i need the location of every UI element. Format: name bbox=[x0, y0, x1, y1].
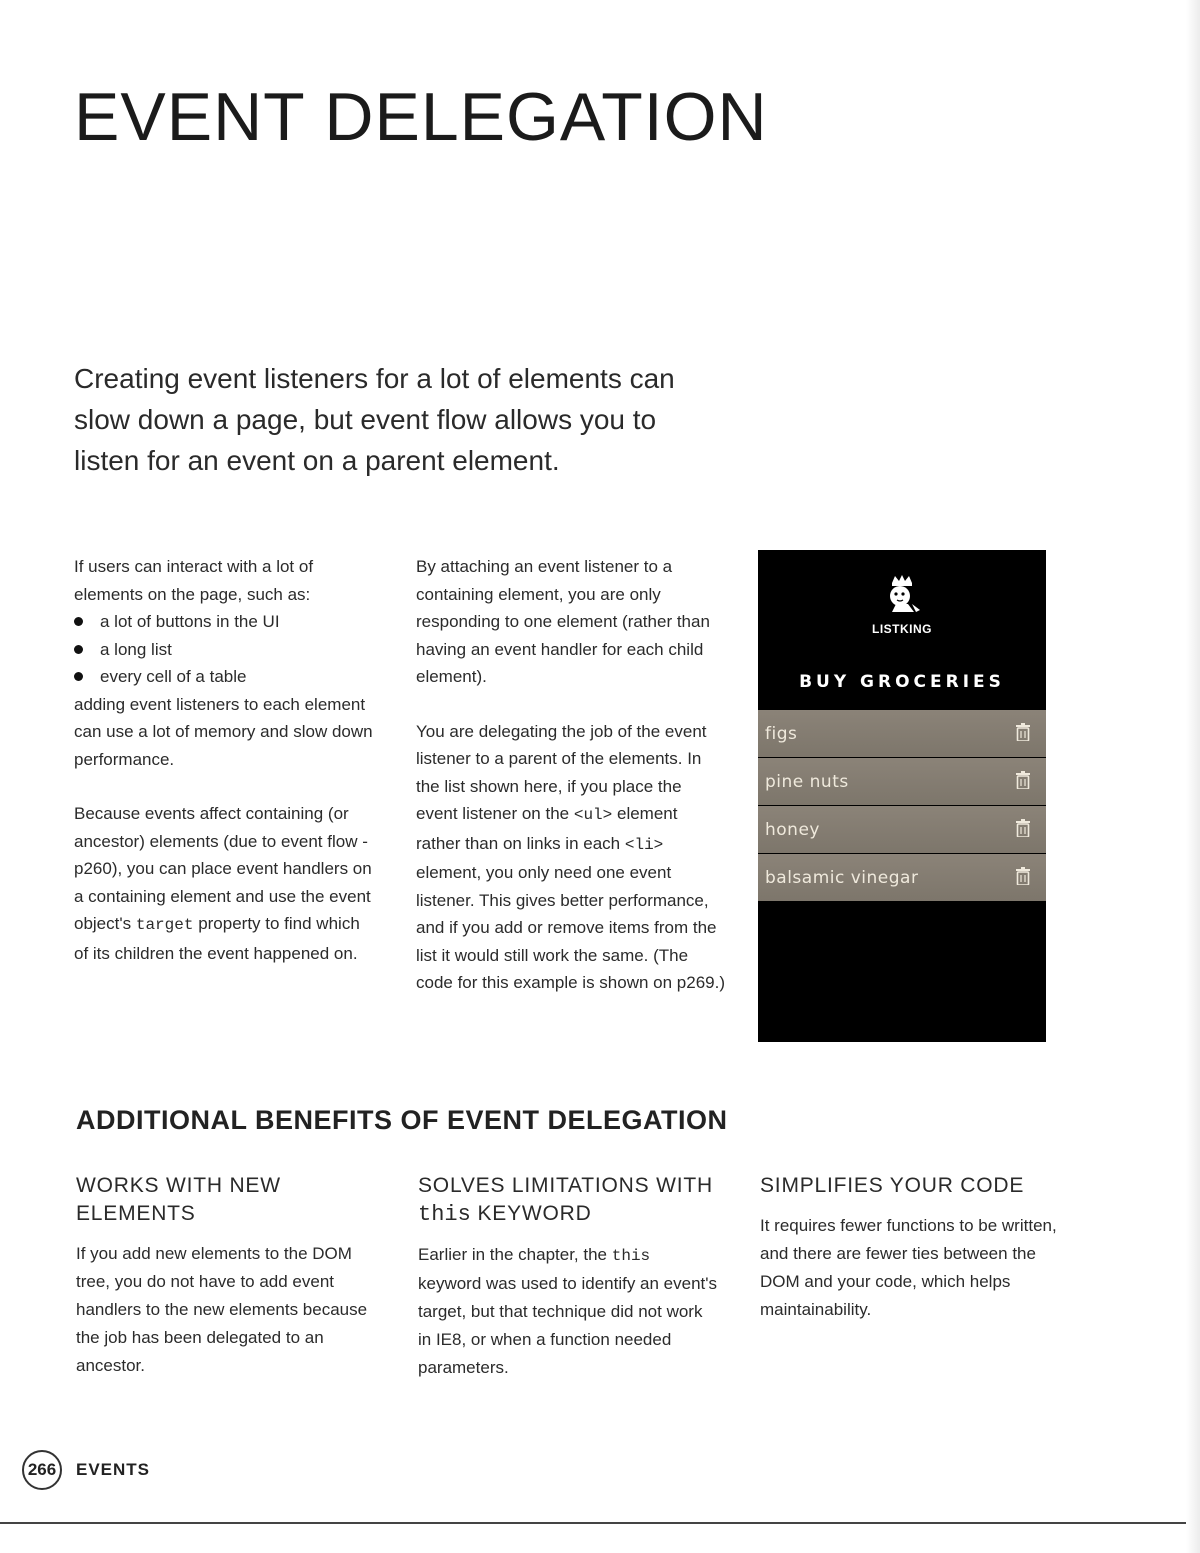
column-1 bbox=[74, 553, 374, 994]
benefit-heading: SOLVES LIMITATIONS WITH this KEYWORD bbox=[418, 1174, 713, 1227]
trash-icon[interactable] bbox=[1016, 723, 1030, 741]
page-number: 266 bbox=[22, 1450, 62, 1490]
column-1-after-bullets: adding event listeners to each element can use a lot of memory and slow down performance. bbox=[74, 694, 373, 769]
benefit-this-keyword bbox=[418, 1172, 718, 1382]
code-target: target bbox=[135, 916, 194, 934]
code-li: <li> bbox=[624, 835, 664, 854]
listking-app-screenshot bbox=[758, 550, 1046, 1042]
benefit-text: Earlier in the chapter, the this keyword was used to identify an event's target, but that technique did not work in IE8, or when a function needed parameters. bbox=[418, 1245, 718, 1377]
benefit-simplifies-code bbox=[760, 1172, 1060, 1324]
column-2 bbox=[416, 553, 726, 1024]
item-label: pine nuts bbox=[765, 771, 849, 792]
list-item: a lot of buttons in the UI bbox=[74, 608, 374, 636]
list-item[interactable] bbox=[758, 758, 1046, 805]
lion-crown-icon bbox=[880, 574, 924, 618]
benefit-new-elements bbox=[76, 1172, 376, 1380]
list-item[interactable] bbox=[758, 806, 1046, 853]
column-1-paragraph-2: Because events affect containing (or ancestor) elements (due to event flow - p260), you can place event handlers on a containing element and use the event object's target property to find which of its children the event happened on. bbox=[74, 804, 372, 963]
list-item[interactable] bbox=[758, 710, 1046, 757]
bullet-icon bbox=[74, 672, 83, 681]
benefit-text: It requires fewer functions to be written, and there are fewer ties between the DOM and your code, which helps maintainability. bbox=[760, 1216, 1057, 1319]
list-item: every cell of a table bbox=[74, 663, 374, 691]
column-1-lead: If users can interact with a lot of elements on the page, such as: bbox=[74, 557, 314, 604]
page-title: EVENT DELEGATION bbox=[74, 79, 768, 155]
trash-icon[interactable] bbox=[1016, 867, 1030, 885]
page-footer bbox=[22, 1450, 150, 1490]
bullet-list bbox=[74, 608, 374, 691]
list-item: a long list bbox=[74, 636, 374, 664]
column-2-paragraph-2: You are delegating the job of the event listener to a parent of the elements. In the list shown here, if you place the event listener on the <ul> element rather than on links in each <li> element, you only need one event listener. This gives better performance, and if you add or remove items from the list it would still work the same. (The code for this example is shown on p269.) bbox=[416, 721, 726, 992]
app-heading: BUY GROCERIES bbox=[799, 672, 1005, 692]
grocery-list bbox=[758, 710, 1046, 902]
code-ul: <ul> bbox=[573, 806, 613, 824]
code-this: this bbox=[418, 1202, 471, 1227]
logo-text: LISTKING bbox=[872, 622, 932, 636]
bullet-icon bbox=[74, 617, 83, 626]
intro-text: Creating event listeners for a lot of elements can slow down a page, but event flow allows you to listen for an event on a parent element. bbox=[74, 363, 675, 476]
footer-rule bbox=[0, 1522, 1200, 1524]
benefit-heading: SIMPLIFIES YOUR CODE bbox=[760, 1174, 1025, 1197]
benefit-heading: WORKS WITH NEW ELEMENTS bbox=[76, 1174, 281, 1225]
trash-icon[interactable] bbox=[1016, 819, 1030, 837]
trash-icon[interactable] bbox=[1016, 771, 1030, 789]
benefits-title: ADDITIONAL BENEFITS OF EVENT DELEGATION bbox=[76, 1105, 728, 1135]
benefit-text: If you add new elements to the DOM tree, you do not have to add event handlers to the new elements because the job has been delegated to an ancestor. bbox=[76, 1244, 368, 1375]
code-this: this bbox=[611, 1247, 651, 1265]
section-label: EVENTS bbox=[76, 1460, 151, 1479]
item-label: figs bbox=[765, 723, 798, 744]
bullet-icon bbox=[74, 645, 83, 654]
list-item[interactable] bbox=[758, 854, 1046, 901]
item-label: balsamic vinegar bbox=[765, 867, 919, 888]
column-2-paragraph-1: By attaching an event listener to a containing element, you are only responding to one element (rather than having an event handler for each child element). bbox=[416, 557, 710, 686]
page-edge bbox=[1186, 0, 1200, 1553]
item-label: honey bbox=[765, 819, 820, 840]
app-logo bbox=[758, 574, 1046, 654]
